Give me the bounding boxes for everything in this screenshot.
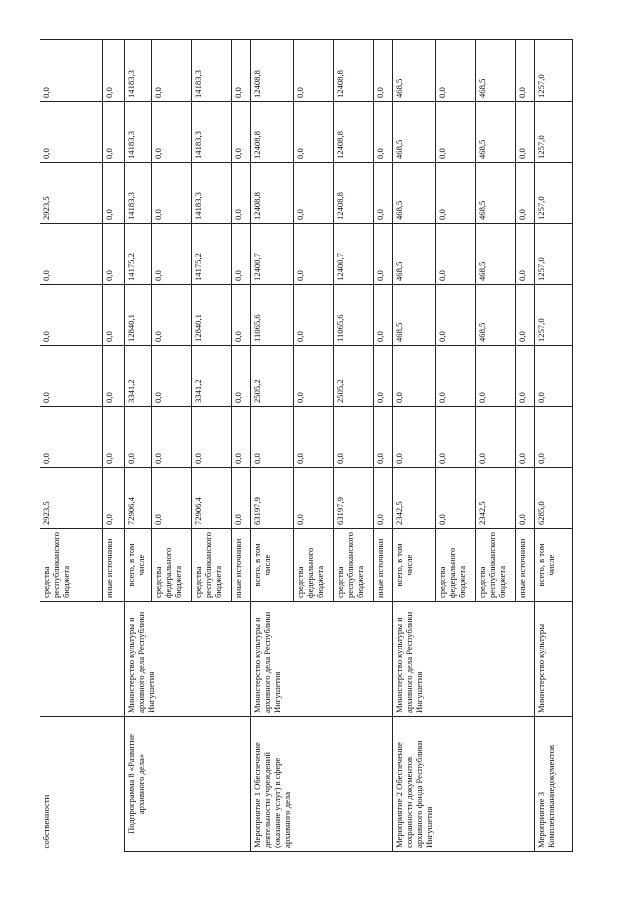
amount-cell: 14183,3 — [124, 163, 151, 224]
amount-cell: 12840,1 — [124, 285, 151, 346]
executor-cell: Министерство культуры — [534, 602, 572, 717]
amount-cell: 72906,4 — [124, 468, 151, 529]
amount-cell: 14175,2 — [124, 224, 151, 285]
amount-cell: 0,0 — [293, 468, 333, 529]
amount-cell: 0,0 — [435, 102, 475, 163]
funding-source-cell: иные источники — [373, 529, 392, 602]
amount-cell: 0,0 — [515, 40, 534, 102]
amount-cell: 12408,8 — [250, 163, 293, 224]
funding-source-cell: всего, в том числе — [124, 529, 151, 602]
amount-cell: 14183,3 — [191, 40, 231, 102]
amount-cell: 468,5 — [475, 224, 515, 285]
amount-cell: 0,0 — [373, 163, 392, 224]
funding-source-cell: средства федерального бюджета — [435, 529, 475, 602]
amount-cell: 0,0 — [231, 102, 250, 163]
program-cell — [191, 717, 231, 852]
amount-cell: 63197,9 — [250, 468, 293, 529]
amount-cell: 12408,8 — [333, 163, 373, 224]
table-row — [124, 40, 151, 852]
funding-source-cell: средства республиканского бюджета — [333, 529, 373, 602]
amount-cell: 12408,8 — [333, 40, 373, 102]
budget-table-rotated — [40, 40, 556, 852]
program-cell — [333, 717, 373, 852]
amount-cell: 0,0 — [435, 468, 475, 529]
amount-cell: 0,0 — [151, 163, 191, 224]
amount-cell: 0,0 — [231, 40, 250, 102]
amount-cell: 0,0 — [515, 285, 534, 346]
program-cell — [435, 717, 475, 852]
amount-cell: 468,5 — [392, 163, 435, 224]
program-cell — [151, 717, 191, 852]
amount-cell: 468,5 — [392, 285, 435, 346]
amount-cell: 12408,8 — [333, 102, 373, 163]
amount-cell: 12400,7 — [250, 224, 293, 285]
amount-cell: 0,0 — [373, 40, 392, 102]
amount-cell: 0,0 — [40, 224, 102, 285]
amount-cell: 0,0 — [151, 102, 191, 163]
amount-cell: 0,0 — [40, 346, 102, 407]
funding-source-cell: всего, в том числе — [392, 529, 435, 602]
amount-cell: 0,0 — [151, 285, 191, 346]
amount-cell: 0,0 — [293, 285, 333, 346]
funding-source-cell: иные источники — [515, 529, 534, 602]
amount-cell: 0,0 — [435, 285, 475, 346]
amount-cell: 0,0 — [293, 224, 333, 285]
amount-cell: 0,0 — [293, 163, 333, 224]
program-cell — [231, 717, 250, 852]
executor-cell — [40, 602, 124, 717]
amount-cell: 6285,0 — [534, 468, 572, 529]
table-row — [373, 40, 392, 852]
amount-cell: 14183,3 — [124, 40, 151, 102]
amount-cell: 2342,5 — [475, 468, 515, 529]
amount-cell: 0,0 — [231, 163, 250, 224]
executor-cell: Министерство культуры и архивного дела Республики Ингушетия — [250, 602, 392, 717]
amount-cell: 0,0 — [231, 407, 250, 468]
amount-cell: 0,0 — [475, 346, 515, 407]
amount-cell: 0,0 — [102, 346, 124, 407]
amount-cell: 0,0 — [151, 224, 191, 285]
amount-cell: 0,0 — [515, 407, 534, 468]
amount-cell: 2505,2 — [250, 346, 293, 407]
funding-source-cell: средства республиканского бюджета — [191, 529, 231, 602]
amount-cell: 1257,0 — [534, 285, 572, 346]
amount-cell: 0,0 — [515, 102, 534, 163]
amount-cell: 0,0 — [151, 468, 191, 529]
table-row — [231, 40, 250, 852]
amount-cell: 0,0 — [231, 224, 250, 285]
program-cell — [475, 717, 515, 852]
table-row — [515, 40, 534, 852]
amount-cell: 0,0 — [191, 407, 231, 468]
table-row — [250, 40, 293, 852]
amount-cell: 2923,5 — [40, 163, 102, 224]
program-cell: Подпрограмма 8 «Развитие архивного дела» — [124, 717, 151, 852]
amount-cell: 0,0 — [293, 346, 333, 407]
amount-cell: 0,0 — [151, 407, 191, 468]
amount-cell: 63197,9 — [333, 468, 373, 529]
program-cell — [515, 717, 534, 852]
amount-cell: 14183,3 — [124, 102, 151, 163]
amount-cell: 0,0 — [373, 468, 392, 529]
amount-cell: 12400,7 — [333, 224, 373, 285]
funding-source-cell: всего, в том числе — [250, 529, 293, 602]
amount-cell: 2342,5 — [392, 468, 435, 529]
amount-cell: 0,0 — [293, 102, 333, 163]
amount-cell: 0,0 — [373, 102, 392, 163]
amount-cell: 0,0 — [515, 224, 534, 285]
amount-cell: 0,0 — [515, 346, 534, 407]
amount-cell: 0,0 — [151, 40, 191, 102]
amount-cell: 0,0 — [151, 346, 191, 407]
amount-cell: 0,0 — [392, 346, 435, 407]
amount-cell: 468,5 — [475, 102, 515, 163]
table-row — [40, 40, 102, 852]
executor-cell: Министерство культуры и архивного дела Республики Ингушетия — [124, 602, 250, 717]
amount-cell: 0,0 — [435, 224, 475, 285]
amount-cell: 0,0 — [40, 40, 102, 102]
amount-cell: 12840,1 — [191, 285, 231, 346]
amount-cell: 0,0 — [40, 102, 102, 163]
amount-cell: 0,0 — [231, 285, 250, 346]
amount-cell: 3341,2 — [124, 346, 151, 407]
amount-cell: 0,0 — [435, 163, 475, 224]
amount-cell: 0,0 — [435, 40, 475, 102]
executor-cell: Министерство культуры и архивного дела Республики Ингушетия — [392, 602, 534, 717]
amount-cell: 468,5 — [392, 40, 435, 102]
amount-cell: 14183,3 — [191, 163, 231, 224]
amount-cell: 0,0 — [124, 407, 151, 468]
amount-cell: 0,0 — [102, 224, 124, 285]
program-cell: Мероприятие 1 Обеспечение деятельности учреждений (оказание услуг) в сфере архивного дела — [250, 717, 293, 852]
amount-cell: 0,0 — [250, 407, 293, 468]
funding-source-cell: средства федерального бюджета — [293, 529, 333, 602]
amount-cell: 1257,0 — [534, 163, 572, 224]
table-row — [475, 40, 515, 852]
amount-cell: 0,0 — [392, 407, 435, 468]
amount-cell: 0,0 — [102, 163, 124, 224]
amount-cell: 2923,5 — [40, 468, 102, 529]
amount-cell: 0,0 — [515, 468, 534, 529]
amount-cell: 0,0 — [373, 285, 392, 346]
amount-cell: 0,0 — [102, 102, 124, 163]
amount-cell: 468,5 — [475, 163, 515, 224]
table-body — [40, 40, 572, 852]
amount-cell: 0,0 — [40, 285, 102, 346]
table-row — [435, 40, 475, 852]
program-cell — [102, 717, 124, 852]
funding-source-cell: средства республиканского бюджета — [40, 529, 102, 602]
amount-cell: 0,0 — [102, 468, 124, 529]
amount-cell: 0,0 — [373, 224, 392, 285]
amount-cell: 0,0 — [293, 407, 333, 468]
amount-cell: 1257,0 — [534, 102, 572, 163]
program-cell — [293, 717, 333, 852]
amount-cell: 0,0 — [373, 346, 392, 407]
amount-cell: 72906,4 — [191, 468, 231, 529]
funding-source-cell: средства федерального бюджета — [151, 529, 191, 602]
amount-cell: 0,0 — [515, 163, 534, 224]
program-cell: Мероприятие 3 Комплектованиедокументов — [534, 717, 572, 852]
amount-cell: 0,0 — [293, 40, 333, 102]
table-row — [191, 40, 231, 852]
amount-cell: 468,5 — [475, 285, 515, 346]
amount-cell: 0,0 — [231, 468, 250, 529]
amount-cell: 0,0 — [435, 407, 475, 468]
amount-cell: 14175,2 — [191, 224, 231, 285]
budget-table — [40, 39, 573, 852]
amount-cell: 11065,6 — [250, 285, 293, 346]
amount-cell: 3341,2 — [191, 346, 231, 407]
amount-cell: 0,0 — [333, 407, 373, 468]
funding-source-cell: иные источники — [231, 529, 250, 602]
program-cell: Мероприятие 2 Обеспечение сохранности документов архивного фонда Республики Ингушетия — [392, 717, 435, 852]
funding-source-cell: средства республиканского бюджета — [475, 529, 515, 602]
amount-cell: 0,0 — [534, 407, 572, 468]
amount-cell: 0,0 — [534, 346, 572, 407]
amount-cell: 468,5 — [392, 102, 435, 163]
amount-cell: 0,0 — [435, 346, 475, 407]
amount-cell: 1257,0 — [534, 224, 572, 285]
amount-cell: 14183,3 — [191, 102, 231, 163]
funding-source-cell: иные источники — [102, 529, 124, 602]
amount-cell: 0,0 — [231, 346, 250, 407]
amount-cell: 0,0 — [102, 407, 124, 468]
program-cell — [373, 717, 392, 852]
table-row — [151, 40, 191, 852]
table-row — [333, 40, 373, 852]
amount-cell: 12408,8 — [250, 102, 293, 163]
table-row — [102, 40, 124, 852]
amount-cell: 0,0 — [102, 40, 124, 102]
amount-cell: 2505,2 — [333, 346, 373, 407]
program-cell: собственности — [40, 717, 102, 852]
amount-cell: 11065,6 — [333, 285, 373, 346]
amount-cell: 0,0 — [373, 407, 392, 468]
table-row — [293, 40, 333, 852]
amount-cell: 12408,8 — [250, 40, 293, 102]
amount-cell: 468,5 — [475, 40, 515, 102]
amount-cell: 0,0 — [40, 407, 102, 468]
funding-source-cell: всего, в том числе — [534, 529, 572, 602]
table-row — [534, 40, 572, 852]
amount-cell: 0,0 — [102, 285, 124, 346]
table-row — [392, 40, 435, 852]
amount-cell: 468,5 — [392, 224, 435, 285]
amount-cell: 1257,0 — [534, 40, 572, 102]
amount-cell: 0,0 — [475, 407, 515, 468]
